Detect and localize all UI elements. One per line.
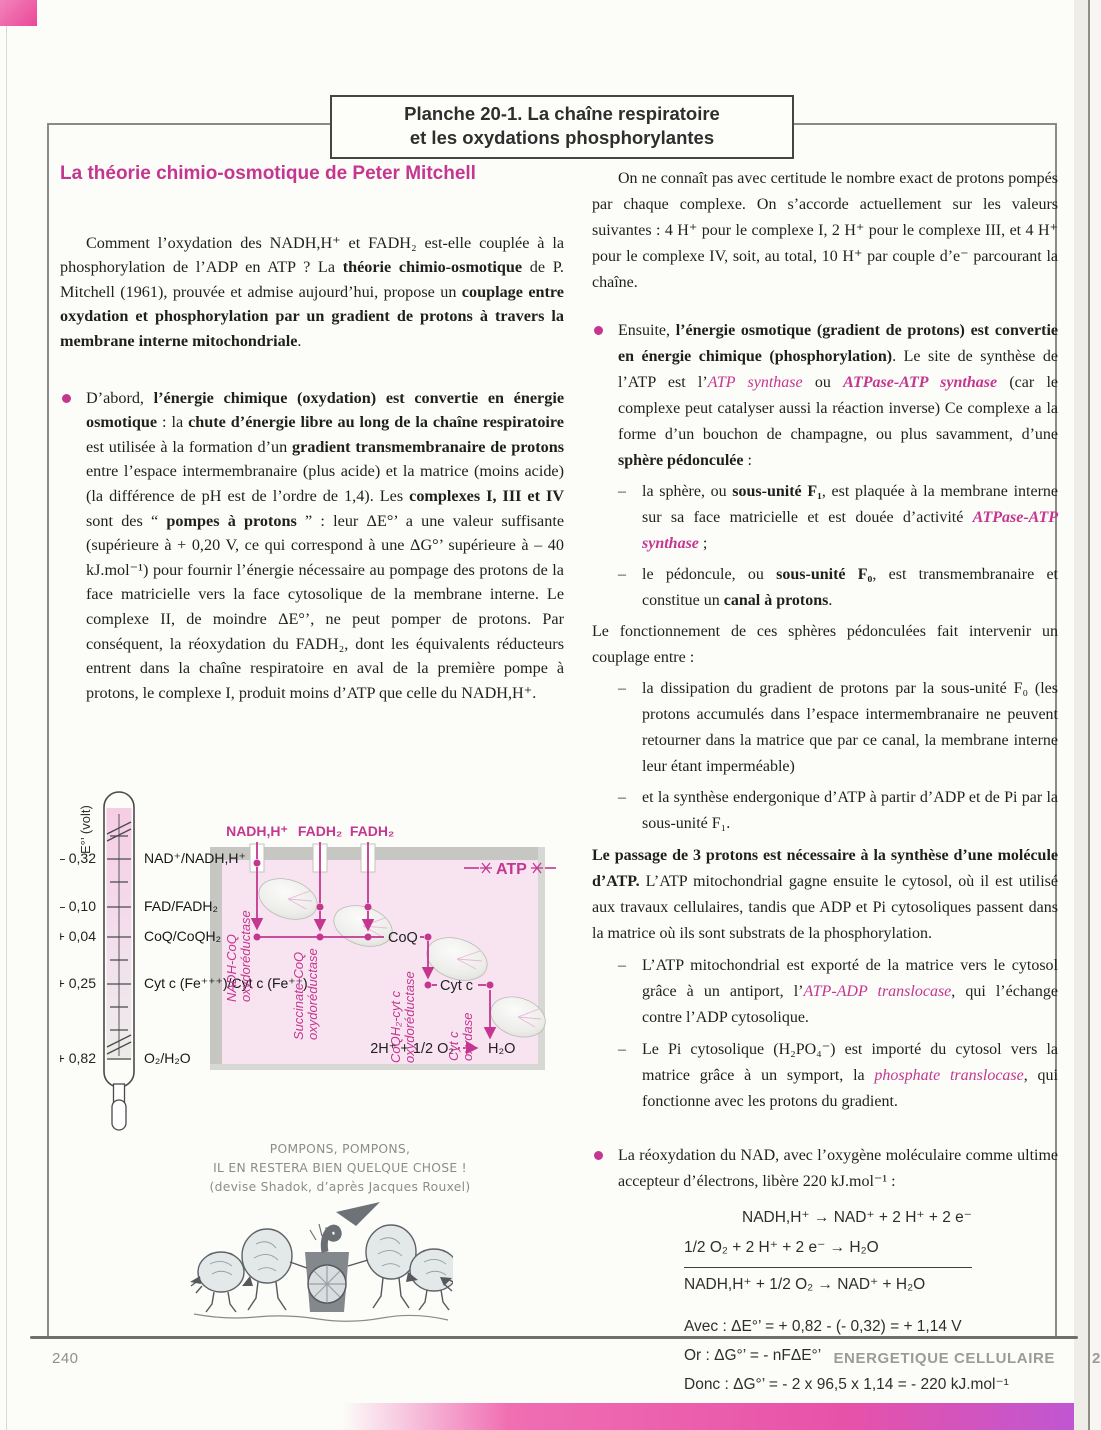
bullet-paragraph-ensuite: Ensuite, l’énergie osmotique (gradient de protons) est convertie en énergie chimique (phosphorylation). Le site de synthèse de l’ATP est l’ATP synthase ou ATPase-ATP synthase (car le complexe peut catalyser aussi la réaction inverse) Ce complexe a la forme d’un bouchon de champagne, ou plus savamment, d’une sphère pédonculée : — [592, 318, 1058, 474]
scale-value: – 0,32 — [60, 850, 96, 866]
caption-line2: IL EN RESTERA BIEN QUELQUE CHOSE ! — [213, 1161, 467, 1176]
scale-value: + 0,04 — [60, 928, 96, 944]
scale-value: + 0,25 — [60, 975, 96, 991]
frame-top-left — [47, 123, 330, 125]
plate-title-line2: et les oxydations phosphorylantes — [409, 127, 715, 149]
scan-artifact-pink-corner — [0, 0, 37, 26]
section-heading: La théorie chimio-osmotique de Peter Mitchell — [60, 163, 476, 184]
bullet-icon — [594, 1151, 603, 1160]
redox-couple-label: FAD/FADH₂ — [144, 898, 218, 914]
dash-item-atp-translocase: – L’ATP mitochondrial est exporté de la matrice vers le cytosol grâce à un antiport, l’ATP-ADP translocase, qui l’échange contre l’ADP cytosolique. — [592, 953, 1058, 1031]
frame-top-right — [782, 123, 1057, 125]
right-column — [592, 160, 1058, 1399]
dash-item-phosphate-translocase: – Le Pi cytosolique (H₂PO₄⁻) est importé du cytosol vers la matrice grâce à un symport, la phosphate translocase, qui fonctionne avec les protons du gradient. — [592, 1037, 1058, 1115]
input-label-fadh2-1: FADH₂ — [297, 823, 343, 839]
bullet-icon — [62, 394, 71, 403]
enzyme-label-complex1b: oxydoréductase — [238, 910, 253, 1002]
left-column — [60, 162, 564, 705]
equation-sum-rule — [684, 1267, 972, 1268]
caption-line3: (devise Shadok, d’après Jacques Rouxel) — [209, 1180, 471, 1195]
scan-edge-line-left — [6, 0, 7, 1430]
next-page-sliver — [1090, 0, 1101, 1430]
enzyme-label-complex3: CoQH₂-cyt c — [388, 990, 403, 1063]
running-head: ENERGETIQUE CELLULAIRE — [833, 1350, 1055, 1367]
equation-global: NADH,H⁺ + 1/2 O₂ → NAD⁺ + H₂O — [684, 1276, 926, 1293]
enzyme-label-complex3b: oxydoréductase — [402, 971, 417, 1063]
dash-item-sphere-f1: – la sphère, ou sous-unité F₁, est plaquée à la membrane interne sur sa face matricielle et est douée d’activité ATPase-ATP synthase ; — [592, 479, 1058, 557]
redox-couple-label: O₂/H₂O — [144, 1050, 191, 1066]
respiratory-chain-figure — [60, 784, 563, 1136]
paragraph-couplage: Le fonctionnement de ces sphères pédonculées fait intervenir un couplage entre : — [592, 623, 1058, 666]
water-label: H₂O — [488, 1041, 516, 1057]
scale-value: – 0,10 — [60, 898, 96, 914]
equation-block — [684, 1203, 1058, 1399]
redox-couple-label: CoQ/CoQH₂ — [144, 928, 222, 944]
equation-or: Or : ΔG°’ = - nFΔE°’ — [684, 1347, 822, 1364]
paragraph-intro: Comment l’oxydation des NADH,H⁺ et FADH₂ est-elle couplée à la phosphorylation de l’ADP en ATP ? La théorie chimio-osmotique de P. Mitchell (1961), prouvée et admise aujourd’hui, propose un couplage entre oxydation et phosphorylation par un gradient de protons à travers la membrane interne mitochondriale. — [60, 233, 564, 350]
enzyme-label-complex4b: oxydase — [460, 1012, 475, 1061]
plate-title-line1: Planche 20-1. La chaîne respiratoire — [404, 103, 720, 124]
enzyme-label-complex4: Cyt c — [446, 1031, 461, 1061]
paragraph-proton-count: On ne connaît pas avec certitude le nombre exact de protons pompés par chaque complexe. On s’accorde actuellement sur les valeurs suivantes : 4 H⁺ pour le complexe I, 2 H⁺ pour le complexe III, et 4 H⁺ pour le complexe IV, soit, au total, 10 H⁺ par couple d’e⁻ parcourant la chaîne. — [592, 170, 1058, 291]
enzyme-label-complex1: NADH-CoQ — [224, 934, 239, 1002]
paragraph-passage-3-protons: Le passage de 3 protons est nécessaire à la synthèse d’une molécule d’ATP. L’ATP mitochondrial gagne ensuite le cytosol, où il est utilisé aux travaux cellulaires, tandis que ADP et Pi cytosoliques passent dans la matrice où ils sont substrats de la phosphorylation. — [592, 847, 1058, 942]
coq-label: CoQ — [388, 930, 418, 946]
bullet-paragraph-oxydation: D’abord, l’énergie chimique (oxydation) est convertie en énergie osmotique : la chute d’énergie libre au long de la chaîne respiratoire est utilisée à la formation d’un gradient transmembranaire de protons entre l’espace intermembranaire (plus acide) et la matrice (moins acide) (la différence de pH est de l’ordre de 1,4). Les complexes I, III et IV sont des “ pompes à protons ” : leur ΔE°’ a une valeur suffisante (supérieure à + 0,20 V, ce qui correspond à une ΔG°’ supérieure à – 40 kJ.mol⁻¹) pour fournir l’énergie nécessaire au pompage des protons de la face matricielle vers la face cytosolique de la membrane interne. Le complexe II, de moindre ΔE°’, ne peut pomper de protons. Par conséquent, la réoxydation du FADH₂, dont les équivalents réducteurs entrent dans la chaîne respiratoire en aval de la première pompe à protons, le complexe I, produit moins d’ATP que celle du NADH,H⁺. — [60, 386, 564, 706]
substrate-labels — [226, 823, 394, 839]
enzyme-label-complex2b: oxydoréductase — [305, 948, 320, 1040]
equation-oxidation: NADH,H⁺ → NAD⁺ + 2 H⁺ + 2 e⁻ — [742, 1209, 972, 1226]
dash-item-synthese: – et la synthèse endergonique d’ATP à partir d’ADP et de Pi par la sous-unité F₁. — [592, 785, 1058, 837]
enzyme-label-complex2: Succinate-CoQ — [291, 951, 306, 1040]
dash-item-dissipation: – la dissipation du gradient de protons par la sous-unité F₀ (les protons accumulés dans l’espace intermembranaire ne peuvent retourner dans la matrice que par ce canal, la membrane interne leur étant imperméable) — [592, 676, 1058, 780]
equation-reduction: 1/2 O₂ + 2 H⁺ + 2 e⁻ → H₂O — [684, 1239, 879, 1256]
cartoon-svg — [188, 1192, 453, 1327]
figure-svg — [60, 784, 563, 1136]
oxygen-label: 2H⁺ + 1/2 O₂ — [370, 1041, 454, 1057]
membrane-panel — [210, 844, 545, 1070]
axis-label: E°’ (volt) — [78, 805, 93, 854]
equation-avec: Avec : ΔE°’ = + 0,82 - (- 0,32) = + 1,14 V — [684, 1318, 962, 1335]
next-page-number-sliver: 2 — [1092, 1350, 1101, 1367]
redox-couple-label: NAD⁺/NADH,H⁺ — [144, 850, 246, 866]
scan-artifact-pink-bottom — [342, 1403, 1101, 1430]
page-number: 240 — [52, 1350, 79, 1367]
input-label-fadh2-2: FADH₂ — [349, 823, 395, 839]
caption-line1: POMPONS, POMPONS, — [269, 1142, 411, 1156]
dash-item-pedoncule-f0: – le pédoncule, ou sous-unité F₀, est transmembranaire et constitue un canal à protons. — [592, 562, 1058, 614]
shadok-caption — [168, 1140, 512, 1197]
input-label-nadh: NADH,H⁺ — [226, 823, 288, 839]
scale-value: + 0,82 — [60, 1050, 96, 1066]
redox-couple-label: Cyt c (Fe⁺⁺⁺)/Cyt c (Fe⁺⁺) — [144, 975, 308, 991]
plate-title-box — [330, 95, 794, 159]
bullet-icon — [594, 326, 603, 335]
atp-label: ATP — [496, 861, 527, 878]
frame-left — [47, 123, 49, 1338]
footer-rule — [30, 1336, 1078, 1339]
cytc-label: Cyt c — [440, 978, 474, 994]
thermometer-scale — [78, 792, 134, 1130]
equation-donc: Donc : ΔG°’ = - 2 x 96,5 x 1,14 = - 220 kJ.mol⁻¹ — [684, 1376, 1009, 1393]
shadok-cartoon-illustration — [188, 1192, 453, 1327]
bullet-paragraph-reoxydation: La réoxydation du NAD, avec l’oxygène moléculaire comme ultime accepteur d’électrons, libère 220 kJ.mol⁻¹ : — [592, 1143, 1058, 1195]
